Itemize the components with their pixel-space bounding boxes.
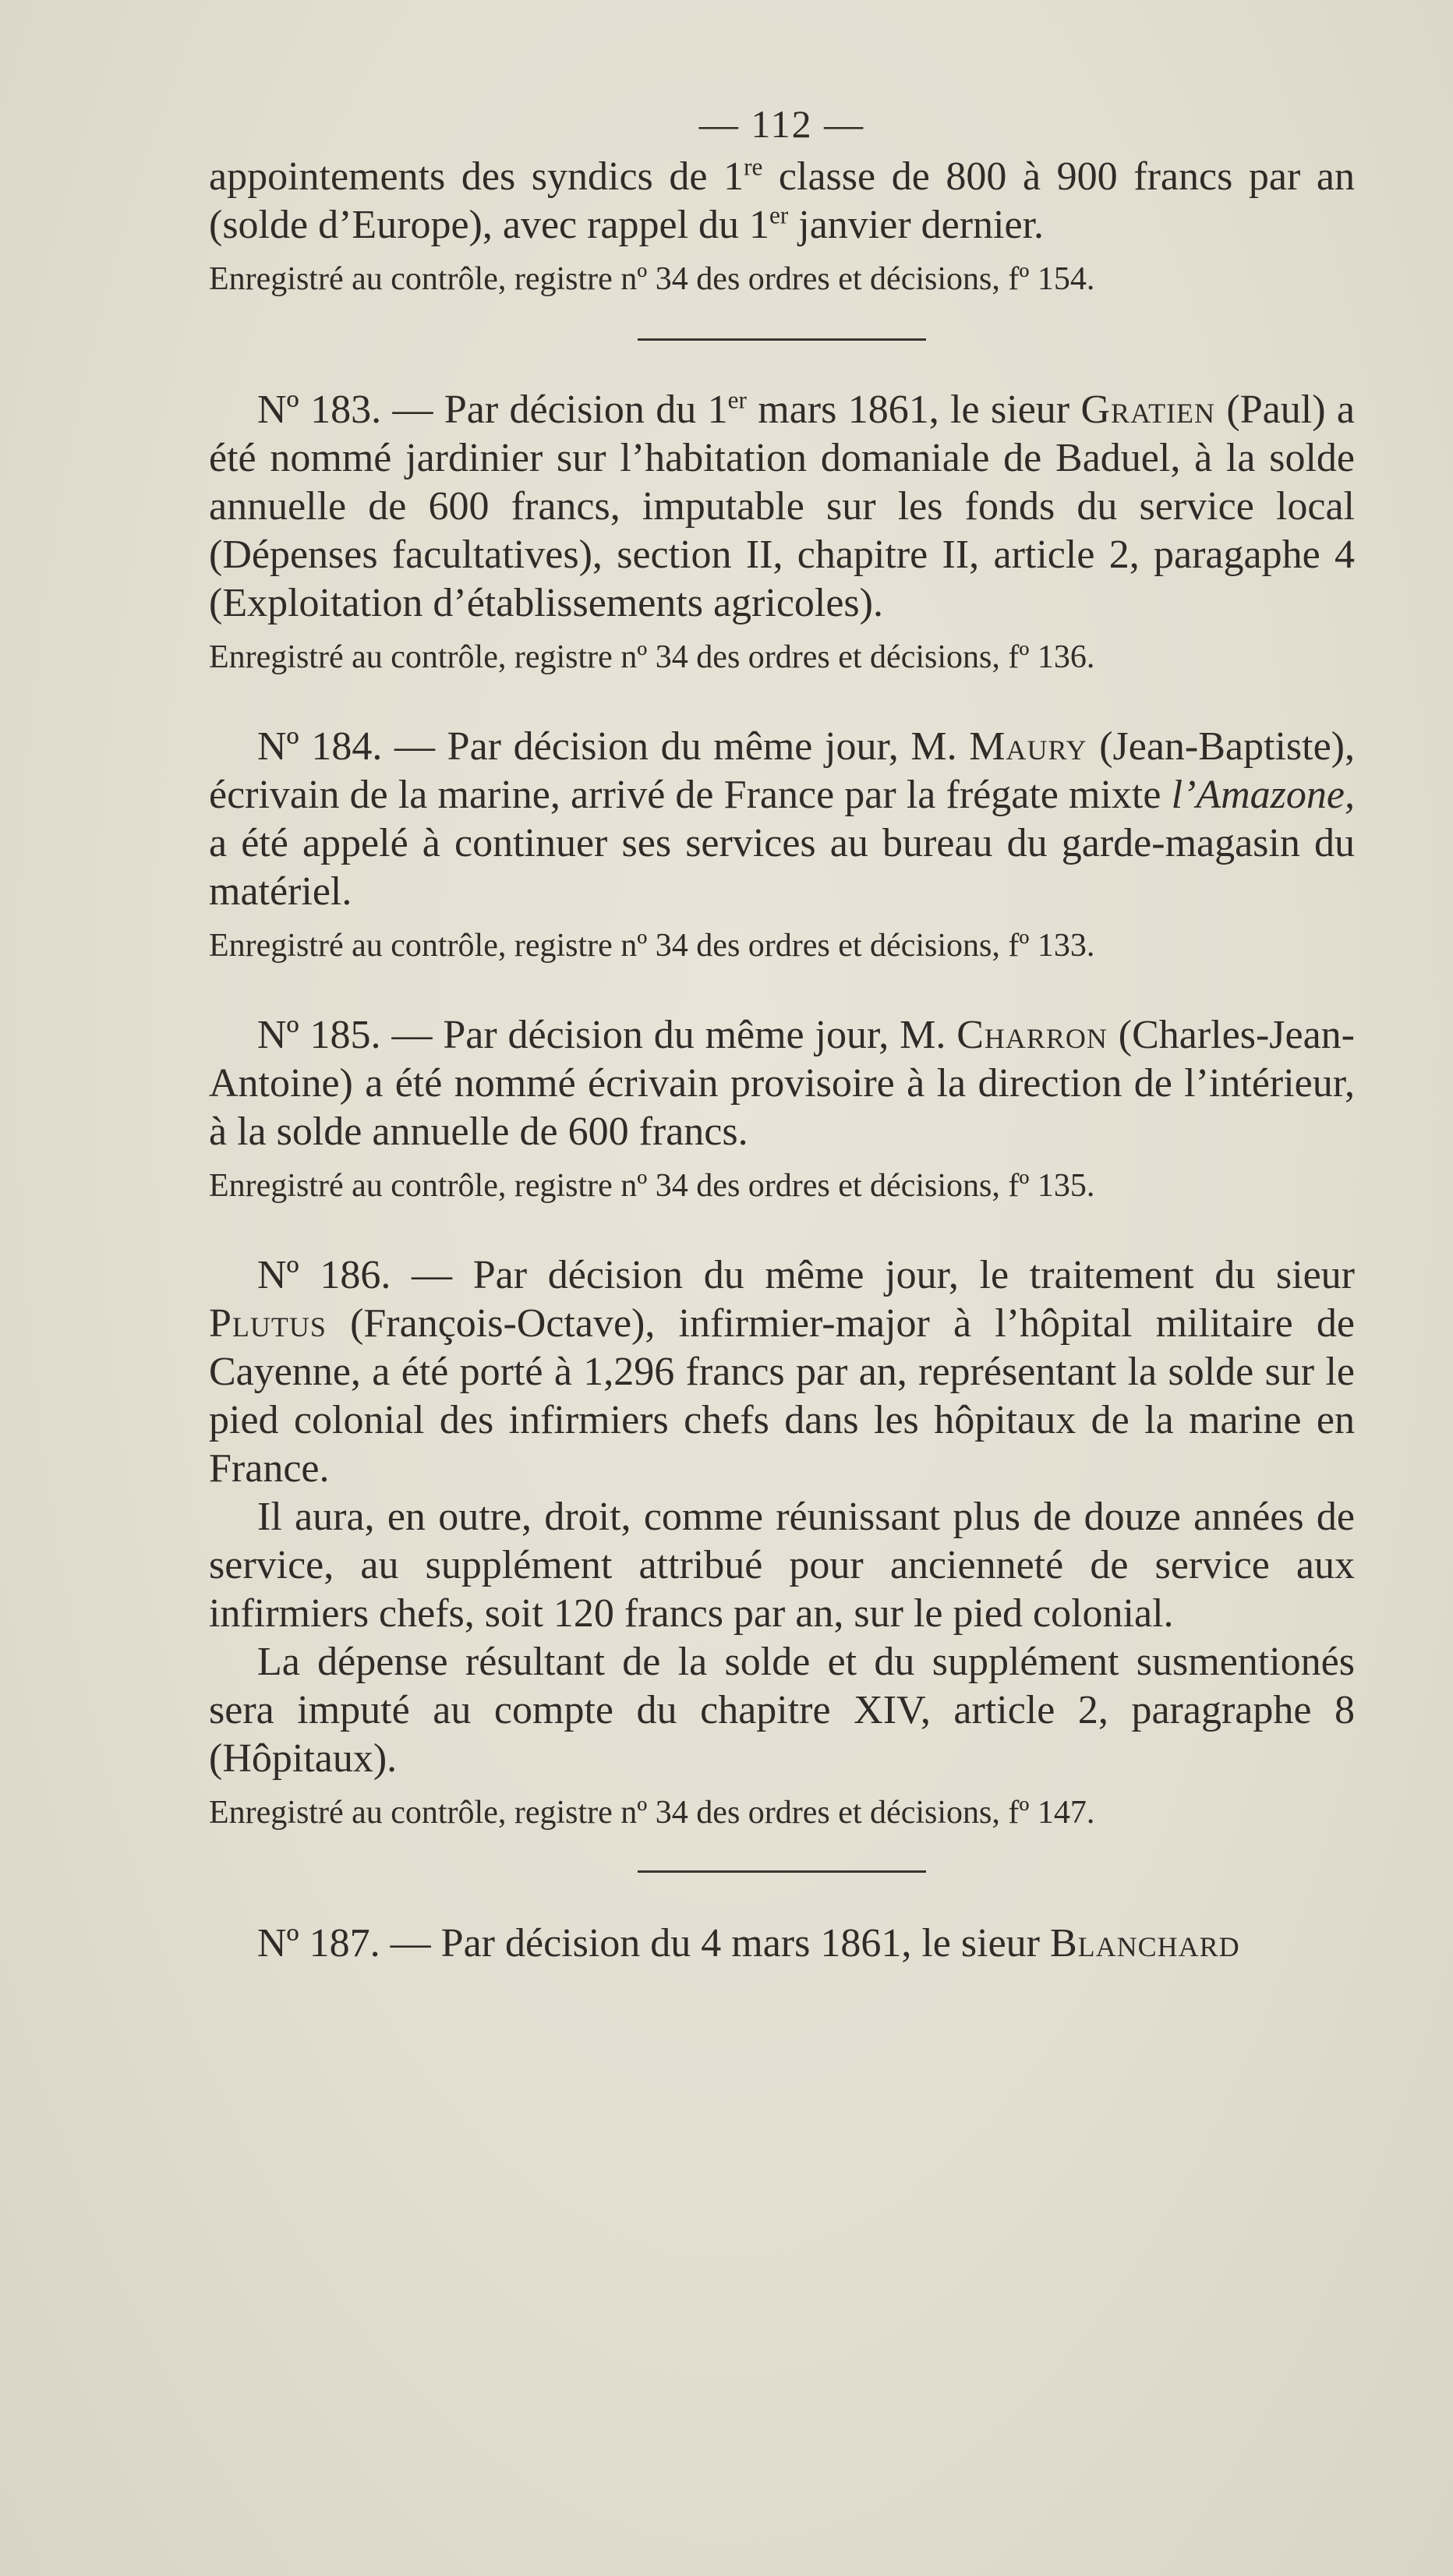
person-name: Blanchard bbox=[1049, 1921, 1240, 1966]
person-name: Charron bbox=[956, 1013, 1108, 1057]
decision-185: Nº 185. — Par décision du même jour, M. Charron (Charles-Jean-Antoine) a été nommé écrivain provisoire à la direction de l’intérieur, à la solde annuelle de 600 francs. bbox=[209, 1013, 1355, 1154]
registration-note: Enregistré au contrôle, registre nº 34 des ordres et décisions, fº 133. bbox=[209, 928, 1095, 964]
page-number: — 112 — bbox=[698, 102, 865, 146]
ship-name: l’Amazone, bbox=[1171, 773, 1355, 817]
registration-note: Enregistré au contrôle, registre nº 34 des ordres et décisions, fº 135. bbox=[209, 1168, 1095, 1204]
section-divider bbox=[638, 338, 926, 341]
person-name: Plutus bbox=[209, 1301, 327, 1346]
person-name: Maury bbox=[969, 724, 1087, 769]
section-divider bbox=[638, 1870, 926, 1873]
decision-184: Nº 184. — Par décision du même jour, M. Maury (Jean-Baptiste), écrivain de la marine, arrivé de France par la frégate mixte l’Amazone, a été appelé à continuer ses services au bureau du garde-magasin du matériel. bbox=[209, 724, 1355, 914]
registration-note: Enregistré au contrôle, registre nº 34 des ordres et décisions, fº 136. bbox=[209, 639, 1095, 675]
text-column bbox=[209, 101, 1355, 1968]
registration-note: Enregistré au contrôle, registre nº 34 des ordres et décisions, fº 147. bbox=[209, 1795, 1095, 1831]
paragraph-intro: appointements des syndics de 1re classe de 800 à 900 francs par an (solde d’Europe), avec rappel du 1er janvier dernier. bbox=[209, 153, 1355, 247]
decision-187: Nº 187. — Par décision du 4 mars 1861, le sieur Blanchard bbox=[257, 1921, 1240, 1966]
decision-186-paragraph-3: La dépense résultant de la solde et du supplément susmentionés sera imputé au compte du chapitre XIV, article 2, paragraphe 8 (Hôpitaux). bbox=[209, 1640, 1355, 1781]
decision-186-paragraph-2: Il aura, en outre, droit, comme réunissant plus de douze années de service, au supplément attribué pour ancienneté de service aux infirmiers chefs, soit 120 francs par an, sur le pied colonial. bbox=[209, 1495, 1355, 1636]
decision-183: Nº 183. — Par décision du 1er mars 1861, le sieur Gratien (Paul) a été nommé jardinier sur l’habitation domaniale de Baduel, à la solde annuelle de 600 francs, imputable sur les fonds du service local (Dépenses facultatives), section II, chapitre II, article 2, paragaphe 4 (Exploitation d’établissements agricoles). bbox=[209, 386, 1355, 625]
decision-186: Nº 186. — Par décision du même jour, le traitement du sieur Plutus (François-Octave), infirmier-major à l’hôpital militaire de Cayenne, a été porté à 1,296 francs par an, représentant la solde sur le pied colonial des infirmiers chefs dans les hôpitaux de la marine en France. bbox=[209, 1253, 1355, 1491]
registration-note: Enregistré au contrôle, registre nº 34 des ordres et décisions, fº 154. bbox=[209, 261, 1095, 297]
person-name: Gratien bbox=[1080, 387, 1216, 432]
